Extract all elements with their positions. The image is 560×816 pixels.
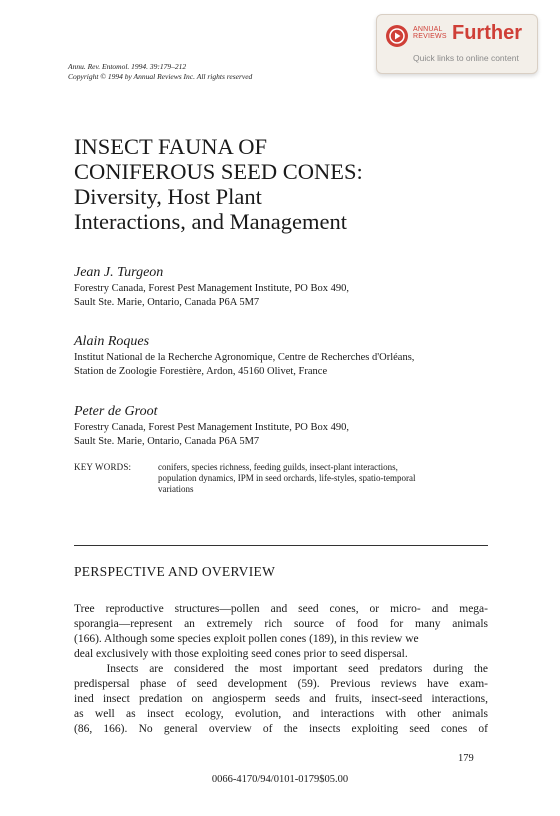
reviews-label: REVIEWS [413, 33, 447, 40]
body-line: Tree reproductive structures—pollen and seed cones, or micro- and mega- [74, 603, 488, 615]
body-line: (86, 166). No general overview of the insects exploiting seed cones of [74, 723, 488, 735]
body-line: sporangia—represent an extremely rich source of food for many animals [74, 618, 488, 630]
author-name: Alain Roques [74, 334, 150, 349]
author-name: Jean J. Turgeon [74, 265, 164, 280]
journal-citation: Annu. Rev. Entomol. 1994. 39:179–212 [68, 62, 187, 71]
affiliation-line: Forestry Canada, Forest Pest Management Institute, PO Box 490, [74, 422, 350, 433]
author-affiliation [74, 351, 494, 379]
body-line: Insects are considered the most important seed predators during the [74, 663, 488, 675]
page-number: 179 [458, 753, 474, 764]
author-affiliation [74, 421, 494, 449]
body-paragraphs [74, 602, 488, 737]
keywords-list [158, 462, 488, 495]
title-line: Interactions, and Management [74, 209, 348, 234]
body-line: deal exclusively with those exploiting seed cones prior to seed dispersal. [74, 648, 408, 660]
body-line: ined insect predation on angiosperm seeds and fruits, insect-seed interactions, [74, 693, 488, 705]
annual-label: ANNUAL [413, 26, 443, 33]
keywords-line: variations [158, 484, 194, 494]
section-heading: PERSPECTIVE AND OVERVIEW [74, 564, 276, 579]
title-line: CONIFEROUS SEED CONES: [74, 159, 363, 184]
section-divider [74, 545, 488, 546]
keywords-line: conifers, species richness, feeding guilds, insect-plant interactions, [158, 462, 398, 472]
body-line: as well as insect ecology, evolution, and interactions with other animals [74, 708, 488, 720]
title-line: INSECT FAUNA OF [74, 134, 267, 159]
author-name: Peter de Groot [74, 404, 158, 419]
affiliation-line: Sault Ste. Marie, Ontario, Canada P6A 5M7 [74, 436, 260, 447]
article-title [74, 134, 474, 234]
further-title: Further [452, 22, 522, 44]
play-circle-icon [386, 25, 408, 47]
affiliation-line: Forestry Canada, Forest Pest Management Institute, PO Box 490, [74, 283, 350, 294]
affiliation-line: Sault Ste. Marie, Ontario, Canada P6A 5M7 [74, 297, 260, 308]
author-affiliation [74, 282, 494, 310]
further-banner[interactable] [376, 14, 538, 74]
keywords-label: KEY WORDS: [74, 462, 132, 472]
affiliation-line: Station de Zoologie Forestière, Ardon, 45160 Olivet, France [74, 366, 328, 377]
body-line: predispersal phase of seed development (59). Previous reviews have exam- [74, 678, 488, 690]
copyright-notice: Copyright © 1994 by Annual Reviews Inc. All rights reserved [68, 72, 253, 81]
affiliation-line: Institut National de la Recherche Agronomique, Centre de Recherches d'Orléans, [74, 352, 415, 363]
body-line: (166). Although some species exploit pollen cones (189), in this review we [74, 633, 419, 645]
further-subtitle: Quick links to online content [413, 53, 519, 63]
title-line: Diversity, Host Plant [74, 184, 262, 209]
document-code: 0066-4170/94/0101-0179$05.00 [211, 774, 349, 785]
keywords-line: population dynamics, IPM in seed orchards, life-styles, spatio-temporal [158, 473, 416, 483]
